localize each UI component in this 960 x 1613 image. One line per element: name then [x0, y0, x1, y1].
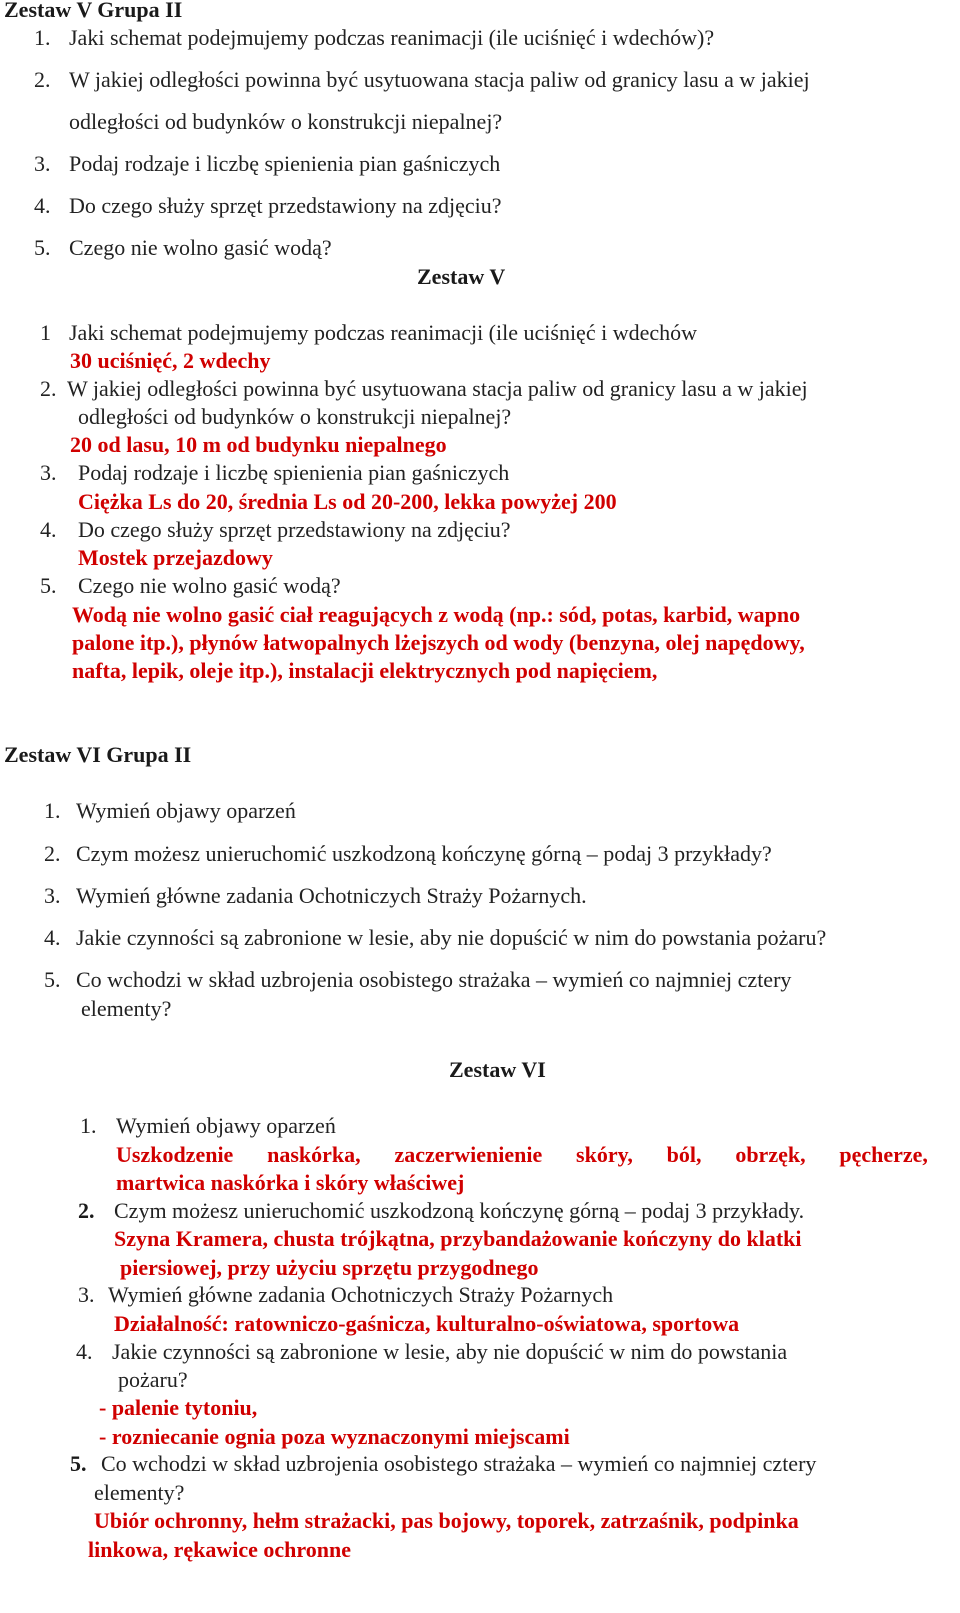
question-number: 2. — [34, 67, 51, 92]
question-text: Jakie czynności są zabronione w lesie, aby nie dopuścić w nim do powstania pożaru? — [76, 925, 827, 950]
question-text: Jakie czynności są zabronione w lesie, aby nie dopuścić w nim do powstania — [112, 1339, 788, 1364]
question-text: Podaj rodzaje i liczbę spienienia pian gaśniczych — [78, 460, 510, 485]
question-text: Do czego służy sprzęt przedstawiony na zdjęciu? — [69, 193, 502, 218]
answer-word: ból, — [666, 1142, 702, 1167]
answer-text: Szyna Kramera, chusta trójkątna, przybandażowanie kończyny do klatki — [114, 1226, 802, 1251]
question-number: 1. — [44, 798, 61, 823]
section-title: Zestaw V Grupa II — [4, 0, 183, 22]
question-text: Jaki schemat podejmujemy podczas reanimacji (ile uciśnięć i wdechów)? — [69, 25, 715, 50]
question-number: 3. — [34, 151, 51, 176]
answer-text: Działalność: ratowniczo-gaśnicza, kulturalno-oświatowa, sportowa — [114, 1311, 740, 1336]
question-text: Wymień objawy oparzeń — [116, 1113, 336, 1138]
question-number: 5. — [44, 967, 61, 992]
question-text: Czym możesz unieruchomić uszkodzoną kończynę górną – podaj 3 przykłady? — [76, 841, 772, 866]
question-text: Co wchodzi w skład uzbrojenia osobistego strażaka – wymień co najmniej cztery — [101, 1451, 817, 1476]
question-number: 2. — [78, 1198, 95, 1223]
question-number: 3. — [44, 883, 61, 908]
answer-text: nafta, lepik, oleje itp.), instalacji elektrycznych pod napięciem, — [72, 658, 658, 683]
question-text: W jakiej odległości powinna być usytuowana stacja paliw od granicy lasu a w jakiej — [69, 67, 810, 92]
question-number: 5. — [70, 1451, 87, 1476]
section-title: Zestaw VI Grupa II — [4, 742, 192, 767]
question-number: 5. — [40, 573, 57, 598]
question-text: W jakiej odległości powinna być usytuowana stacja paliw od granicy lasu a w jakiej — [67, 376, 808, 401]
answer-text: martwica naskórka i skóry właściwej — [116, 1170, 465, 1195]
answer-word: obrzęk, — [735, 1142, 806, 1167]
question-text: Czego nie wolno gasić wodą? — [69, 235, 332, 260]
question-number: 4. — [76, 1339, 93, 1364]
question-number: 4. — [40, 517, 57, 542]
answer-justified-line — [116, 1141, 928, 1169]
answer-word: zaczerwienienie — [394, 1142, 543, 1167]
question-text: Czym możesz unieruchomić uszkodzoną kończynę górną – podaj 3 przykłady. — [114, 1198, 805, 1223]
question-number: 3. — [40, 460, 57, 485]
question-text-cont: elementy? — [94, 1480, 185, 1505]
answer-text: Wodą nie wolno gasić ciał reagujących z wodą (np.: sód, potas, karbid, wapno — [72, 602, 801, 627]
question-text: Czego nie wolno gasić wodą? — [78, 573, 341, 598]
answer-text: Ubiór ochronny, hełm strażacki, pas bojowy, toporek, zatrzaśnik, podpinka — [94, 1508, 799, 1533]
answer-text: 30 uciśnięć, 2 wdechy — [70, 348, 271, 373]
answer-text: 20 od lasu, 10 m od budynku niepalnego — [70, 432, 447, 457]
answer-text: palone itp.), płynów łatwopalnych lżejszych od wody (benzyna, olej napędowy, — [72, 630, 805, 655]
answer-word: Uszkodzenie — [116, 1142, 234, 1167]
question-number: 2. — [40, 376, 57, 401]
answer-text: - rozniecanie ognia poza wyznaczonymi miejscami — [99, 1424, 570, 1449]
question-number: 2. — [44, 841, 61, 866]
answer-word: naskórka, — [267, 1142, 361, 1167]
section-title: Zestaw V — [417, 264, 506, 289]
question-number: 4. — [44, 925, 61, 950]
answer-word: pęcherze, — [839, 1142, 928, 1167]
question-text: Jaki schemat podejmujemy podczas reanimacji (ile uciśnięć i wdechów — [69, 320, 697, 345]
question-text: Wymień główne zadania Ochotniczych Straży Pożarnych — [108, 1282, 614, 1307]
question-text-cont: odległości od budynków o konstrukcji niepalnej? — [69, 109, 503, 134]
question-number: 1. — [34, 25, 51, 50]
answer-text: - palenie tytoniu, — [99, 1395, 258, 1420]
question-text-cont: odległości od budynków o konstrukcji niepalnej? — [78, 404, 512, 429]
question-text: Podaj rodzaje i liczbę spienienia pian gaśniczych — [69, 151, 501, 176]
question-number: 4. — [34, 193, 51, 218]
question-number: 1 — [40, 320, 51, 345]
question-text: Wymień główne zadania Ochotniczych Straży Pożarnych. — [76, 883, 587, 908]
question-text-cont: elementy? — [81, 996, 172, 1021]
question-text: Do czego służy sprzęt przedstawiony na zdjęciu? — [78, 517, 511, 542]
answer-text: linkowa, rękawice ochronne — [88, 1537, 351, 1562]
question-number: 3. — [78, 1282, 95, 1307]
section-title: Zestaw VI — [449, 1057, 546, 1082]
question-text-cont: pożaru? — [118, 1367, 188, 1392]
question-number: 5. — [34, 235, 51, 260]
answer-text: Mostek przejazdowy — [78, 545, 273, 570]
answer-word: skóry, — [576, 1142, 633, 1167]
question-number: 1. — [80, 1113, 97, 1138]
question-text: Wymień objawy oparzeń — [76, 798, 296, 823]
answer-text: piersiowej, przy użyciu sprzętu przygodnego — [120, 1255, 539, 1280]
answer-text: Ciężka Ls do 20, średnia Ls od 20-200, lekka powyżej 200 — [78, 489, 617, 514]
question-text: Co wchodzi w skład uzbrojenia osobistego strażaka – wymień co najmniej cztery — [76, 967, 792, 992]
